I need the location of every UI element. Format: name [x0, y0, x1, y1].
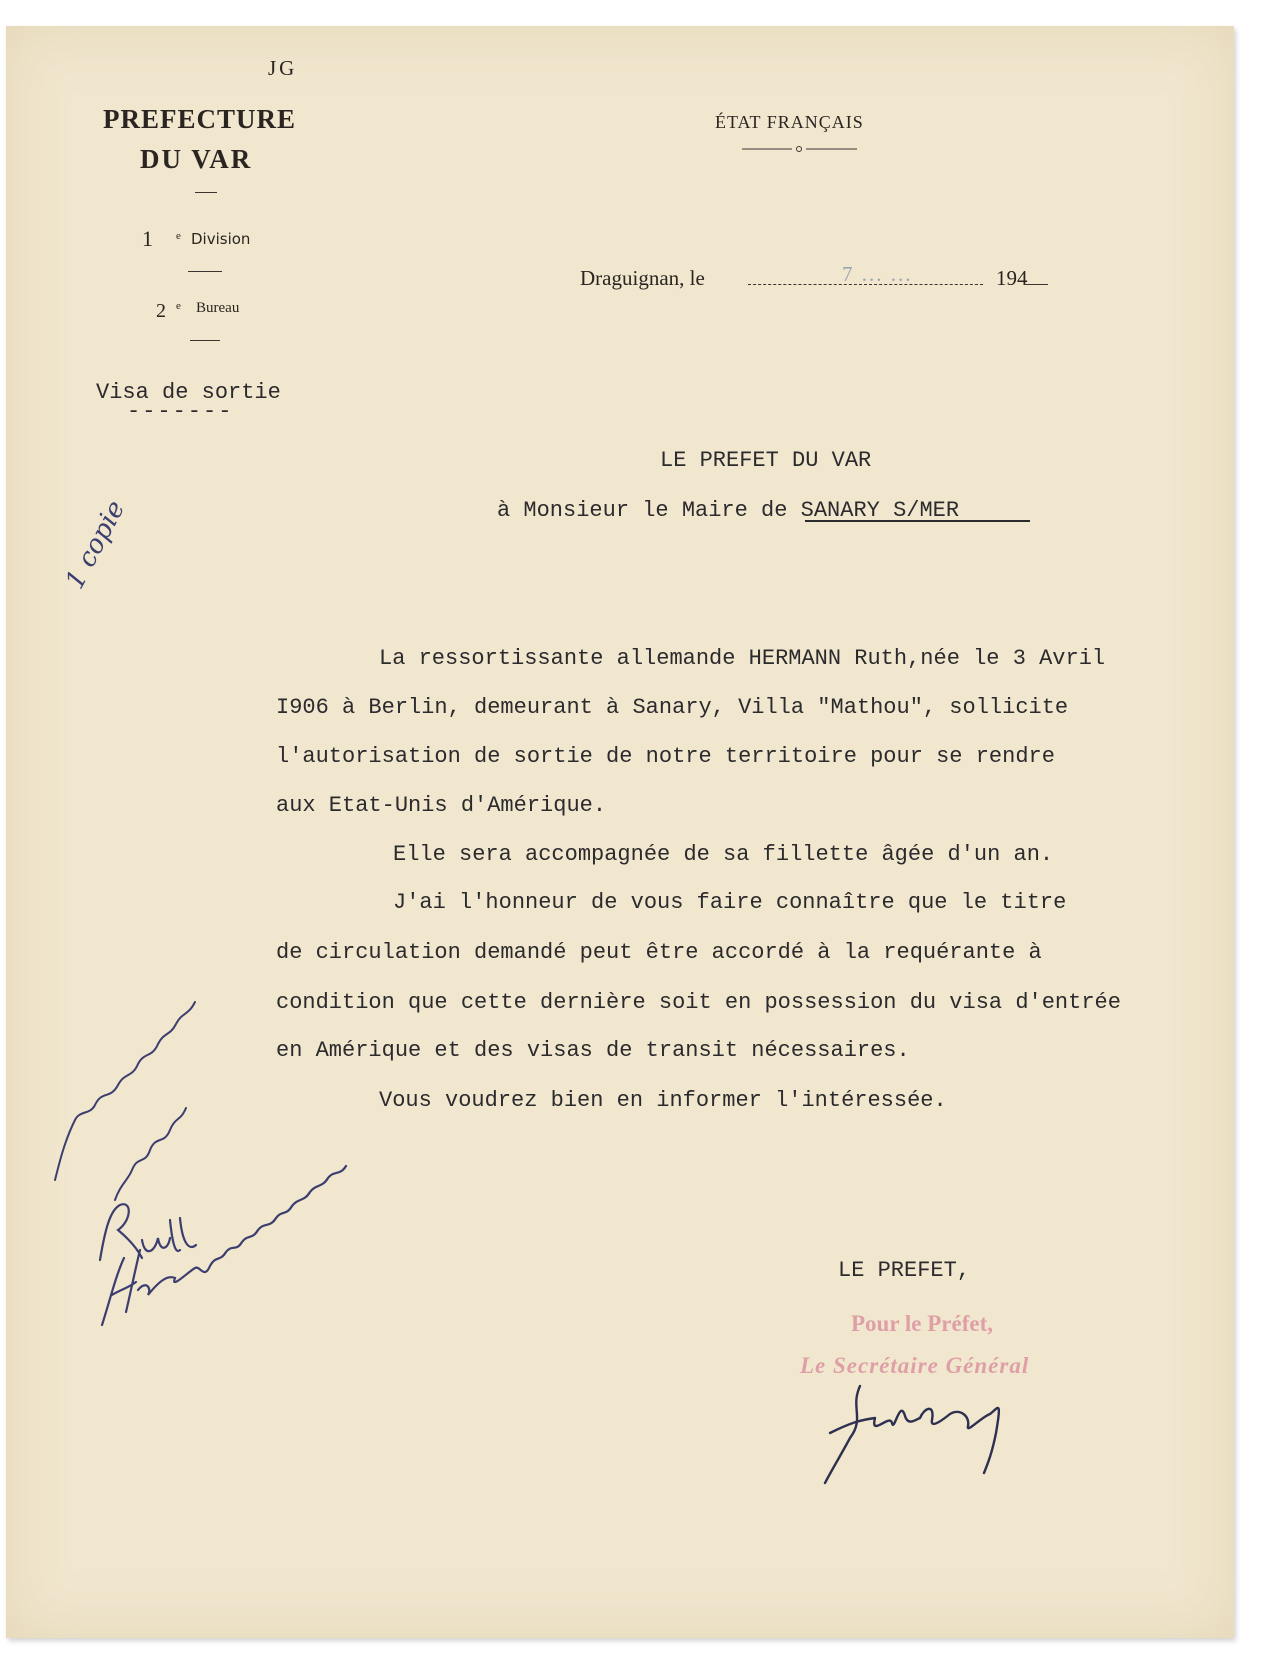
- body-line-4: aux Etat-Unis d'Amérique.: [276, 793, 607, 818]
- divider: [188, 271, 222, 272]
- state-heading: ÉTAT FRANÇAIS: [715, 112, 864, 132]
- divider: [195, 192, 217, 193]
- body-line-6: J'ai l'honneur de vous faire connaître que le titre: [393, 890, 1067, 915]
- typist-initials: JG: [268, 56, 298, 80]
- prefect-signature: [820, 1378, 1030, 1488]
- prefecture-title-line2: DU VAR: [140, 144, 253, 174]
- bureau-label: Bureau: [196, 300, 240, 316]
- bureau-number: 2: [156, 300, 166, 322]
- sender-line: LE PREFET DU VAR: [660, 448, 872, 473]
- date-stamp: 7 ... ...: [842, 262, 913, 286]
- division-number: 1: [142, 226, 153, 251]
- subject-line: Visa de sortie: [96, 380, 281, 405]
- closing-title: LE PREFET,: [838, 1258, 971, 1283]
- bureau-superscript: e: [176, 300, 181, 312]
- body-line-10: Vous voudrez bien en informer l'intéressée.: [379, 1088, 947, 1113]
- division-superscript: e: [176, 230, 181, 242]
- body-line-2: I906 à Berlin, demeurant à Sanary, Villa "Mathou", sollicite: [276, 695, 1069, 720]
- recipient-line: à Monsieur le Maire de SANARY S/MER: [497, 498, 960, 523]
- body-line-7: de circulation demandé peut être accordé à la requérante à: [276, 940, 1042, 965]
- recipient-underline: [805, 520, 1030, 522]
- place-label: Draguignan, le: [580, 266, 705, 290]
- year-prefix: 194: [996, 266, 1028, 290]
- margin-handwriting: [20, 940, 380, 1340]
- body-line-5: Elle sera accompagnée de sa fillette âgée d'un an.: [393, 842, 1054, 867]
- year-fill-line: [1024, 284, 1048, 285]
- margin-note-copy: 1 copie: [60, 495, 132, 595]
- prefecture-title-line1: PREFECTURE: [103, 104, 297, 134]
- subject-underline: -------: [127, 399, 234, 424]
- body-line-3: l'autorisation de sortie de notre territoire pour se rendre: [276, 744, 1055, 769]
- state-ornament: [742, 144, 857, 154]
- body-line-8: condition que cette dernière soit en possession du visa d'entrée: [276, 990, 1121, 1015]
- stamp-line-1: Pour le Préfet,: [851, 1311, 993, 1336]
- body-line-9: en Amérique et des visas de transit nécessaires.: [276, 1038, 910, 1063]
- division-label: Division: [191, 230, 251, 248]
- body-line-1: La ressortissante allemande HERMANN Ruth,née le 3 Avril: [379, 646, 1106, 671]
- divider: [190, 340, 220, 341]
- stamp-line-2: Le Secrétaire Général: [800, 1353, 1030, 1378]
